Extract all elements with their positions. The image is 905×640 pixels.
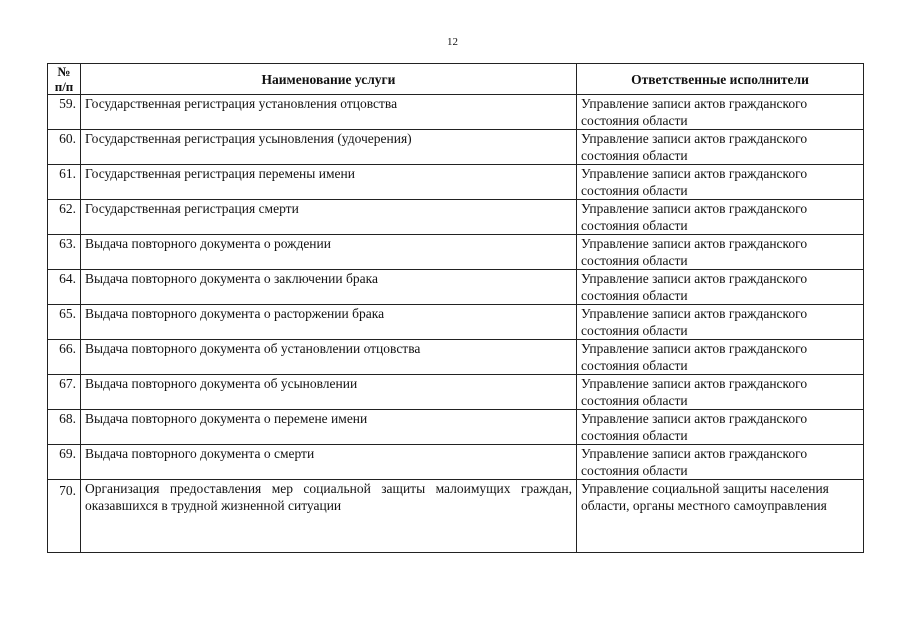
row-responsible: Управление записи актов гражданского состояния области <box>577 305 864 340</box>
row-number: 65. <box>48 305 81 340</box>
table-row <box>48 235 864 270</box>
row-responsible: Управление социальной защиты населения области, органы местного самоуправления <box>577 480 864 553</box>
row-service-name: Выдача повторного документа о перемене имени <box>81 410 577 445</box>
table-row <box>48 270 864 305</box>
header-service-name: Наименование услуги <box>81 64 577 95</box>
row-service-name: Государственная регистрация усыновления (удочерения) <box>81 130 577 165</box>
header-number <box>48 64 81 95</box>
header-responsible: Ответственные исполнители <box>577 64 864 95</box>
table-header-row <box>48 64 864 95</box>
row-responsible: Управление записи актов гражданского состояния области <box>577 200 864 235</box>
row-responsible: Управление записи актов гражданского состояния области <box>577 375 864 410</box>
row-responsible: Управление записи актов гражданского состояния области <box>577 340 864 375</box>
row-service-name: Выдача повторного документа об усыновлении <box>81 375 577 410</box>
table-row <box>48 410 864 445</box>
row-service-name: Организация предоставления мер социальной защиты малоимущих граждан, оказавшихся в трудной жизненной ситуации <box>81 480 577 553</box>
row-service-name: Выдача повторного документа о заключении брака <box>81 270 577 305</box>
services-table <box>47 63 864 553</box>
row-service-name: Выдача повторного документа об установлении отцовства <box>81 340 577 375</box>
row-service-name: Государственная регистрация установления отцовства <box>81 95 577 130</box>
row-responsible: Управление записи актов гражданского состояния области <box>577 130 864 165</box>
row-service-name: Выдача повторного документа о рождении <box>81 235 577 270</box>
row-service-name: Выдача повторного документа о смерти <box>81 445 577 480</box>
row-number: 66. <box>48 340 81 375</box>
row-number: 62. <box>48 200 81 235</box>
row-number: 70. <box>48 480 81 553</box>
table-row <box>48 165 864 200</box>
row-responsible: Управление записи актов гражданского состояния области <box>577 235 864 270</box>
row-number: 64. <box>48 270 81 305</box>
table-row <box>48 95 864 130</box>
table-row <box>48 200 864 235</box>
header-number-line2: п/п <box>54 79 74 94</box>
row-responsible: Управление записи актов гражданского состояния области <box>577 270 864 305</box>
row-responsible: Управление записи актов гражданского состояния области <box>577 165 864 200</box>
row-number: 61. <box>48 165 81 200</box>
row-service-name: Государственная регистрация перемены имени <box>81 165 577 200</box>
row-responsible: Управление записи актов гражданского состояния области <box>577 410 864 445</box>
row-number: 59. <box>48 95 81 130</box>
table-row <box>48 375 864 410</box>
row-responsible: Управление записи актов гражданского состояния области <box>577 445 864 480</box>
row-service-name: Государственная регистрация смерти <box>81 200 577 235</box>
row-responsible: Управление записи актов гражданского состояния области <box>577 95 864 130</box>
table-row <box>48 445 864 480</box>
table-row <box>48 340 864 375</box>
row-service-name: Выдача повторного документа о расторжении брака <box>81 305 577 340</box>
row-number: 63. <box>48 235 81 270</box>
table-row <box>48 130 864 165</box>
row-number: 67. <box>48 375 81 410</box>
table-row <box>48 305 864 340</box>
row-number: 69. <box>48 445 81 480</box>
row-number: 60. <box>48 130 81 165</box>
header-number-line1: № <box>57 64 71 79</box>
table-row <box>48 480 864 553</box>
page-number: 12 <box>447 36 458 48</box>
row-number: 68. <box>48 410 81 445</box>
